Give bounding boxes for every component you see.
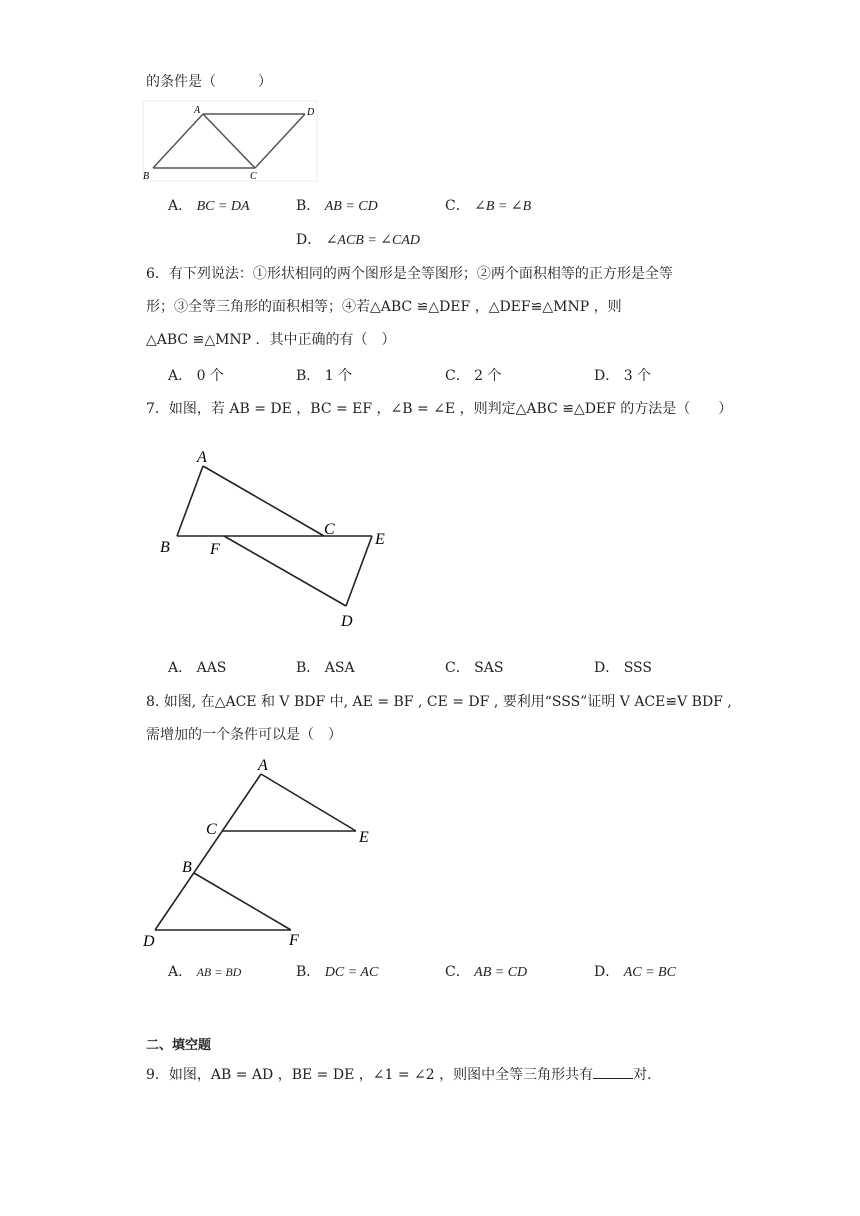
q6-stem-line3: △ABC ≌△MNP ．其中正确的有（ ） [146, 332, 396, 348]
q8-label-E: E [359, 829, 369, 846]
q5-option-b[interactable]: B． AB = CD [296, 198, 378, 214]
q6-stem-line1: 6．有下列说法：①形状相同的两个图形是全等图形；②两个面积相等的正方形是全等 [146, 266, 673, 282]
q8-label-C: C [206, 821, 217, 838]
q5-stem-tail: 的条件是（ ） [146, 74, 272, 90]
q7-label-A: A [197, 449, 207, 466]
q9-answer-blank[interactable] [593, 1064, 633, 1079]
q7-label-D: D [341, 613, 353, 630]
q7-option-b[interactable]: B． ASA [296, 660, 355, 676]
q7-stem: 7．如图，若 AB = DE ，BC = EF ，∠B = ∠E ，则判定△ABC ≌△DEF 的方法是（ ） [146, 401, 733, 417]
q5-label-A: A [194, 105, 201, 116]
q9-stem-after: 对． [633, 1067, 662, 1083]
q7-figure [150, 440, 410, 640]
q8-figure [140, 754, 380, 954]
q5-option-c[interactable]: C． ∠B = ∠B [445, 198, 532, 214]
q7-label-F: F [210, 541, 220, 558]
q6-option-c[interactable]: C． 2 个 [445, 368, 502, 384]
q8-label-F: F [289, 932, 299, 949]
q7-option-a[interactable]: A． AAS [168, 660, 227, 676]
q8-stem-line1: 8. 如图, 在△ACE 和 V BDF 中, AE = BF , CE = DF , 要利用“SSS”证明 V ACE≌V BDF , [146, 694, 732, 710]
q8-label-B: B [182, 859, 192, 876]
q8-option-d[interactable]: D． AC = BC [594, 964, 676, 980]
q8-option-c[interactable]: C． AB = CD [445, 964, 528, 980]
q8-stem-line2: 需增加的一个条件可以是（ ） [146, 727, 342, 743]
q6-stem-line2: 形；③全等三角形的面积相等；④若△ABC ≌△DEF ，△DEF≌△MNP ，则 [146, 299, 622, 315]
q5-label-D: D [307, 107, 315, 118]
q5-option-d[interactable]: D． ∠ACB = ∠CAD [296, 232, 421, 248]
q7-option-c[interactable]: C． SAS [445, 660, 504, 676]
q9-stem [146, 1064, 661, 1085]
q5-figure [140, 98, 320, 184]
q5-label-B: B [143, 171, 150, 182]
q7-label-B: B [160, 539, 170, 556]
q7-label-E: E [375, 531, 385, 548]
q9-stem-before: 9．如图，AB = AD ，BE = DE ，∠1 = ∠2 ，则图中全等三角形共有 [146, 1067, 594, 1083]
q5-option-a[interactable]: A． BC = DA [168, 198, 250, 214]
q6-option-d[interactable]: D． 3 个 [594, 368, 652, 384]
q8-option-b[interactable]: B． DC = AC [296, 964, 379, 980]
q5-label-C: C [250, 171, 257, 182]
q6-option-a[interactable]: A． 0 个 [168, 368, 224, 384]
q7-option-d[interactable]: D． SSS [594, 660, 652, 676]
q6-option-b[interactable]: B． 1 个 [296, 368, 353, 384]
section-title-fill-in: 二、填空题 [146, 1038, 212, 1053]
q7-label-C: C [324, 521, 335, 538]
q8-label-D: D [143, 933, 155, 950]
q8-label-A: A [258, 757, 268, 774]
q8-option-a[interactable]: A． AB = BD [168, 964, 242, 980]
